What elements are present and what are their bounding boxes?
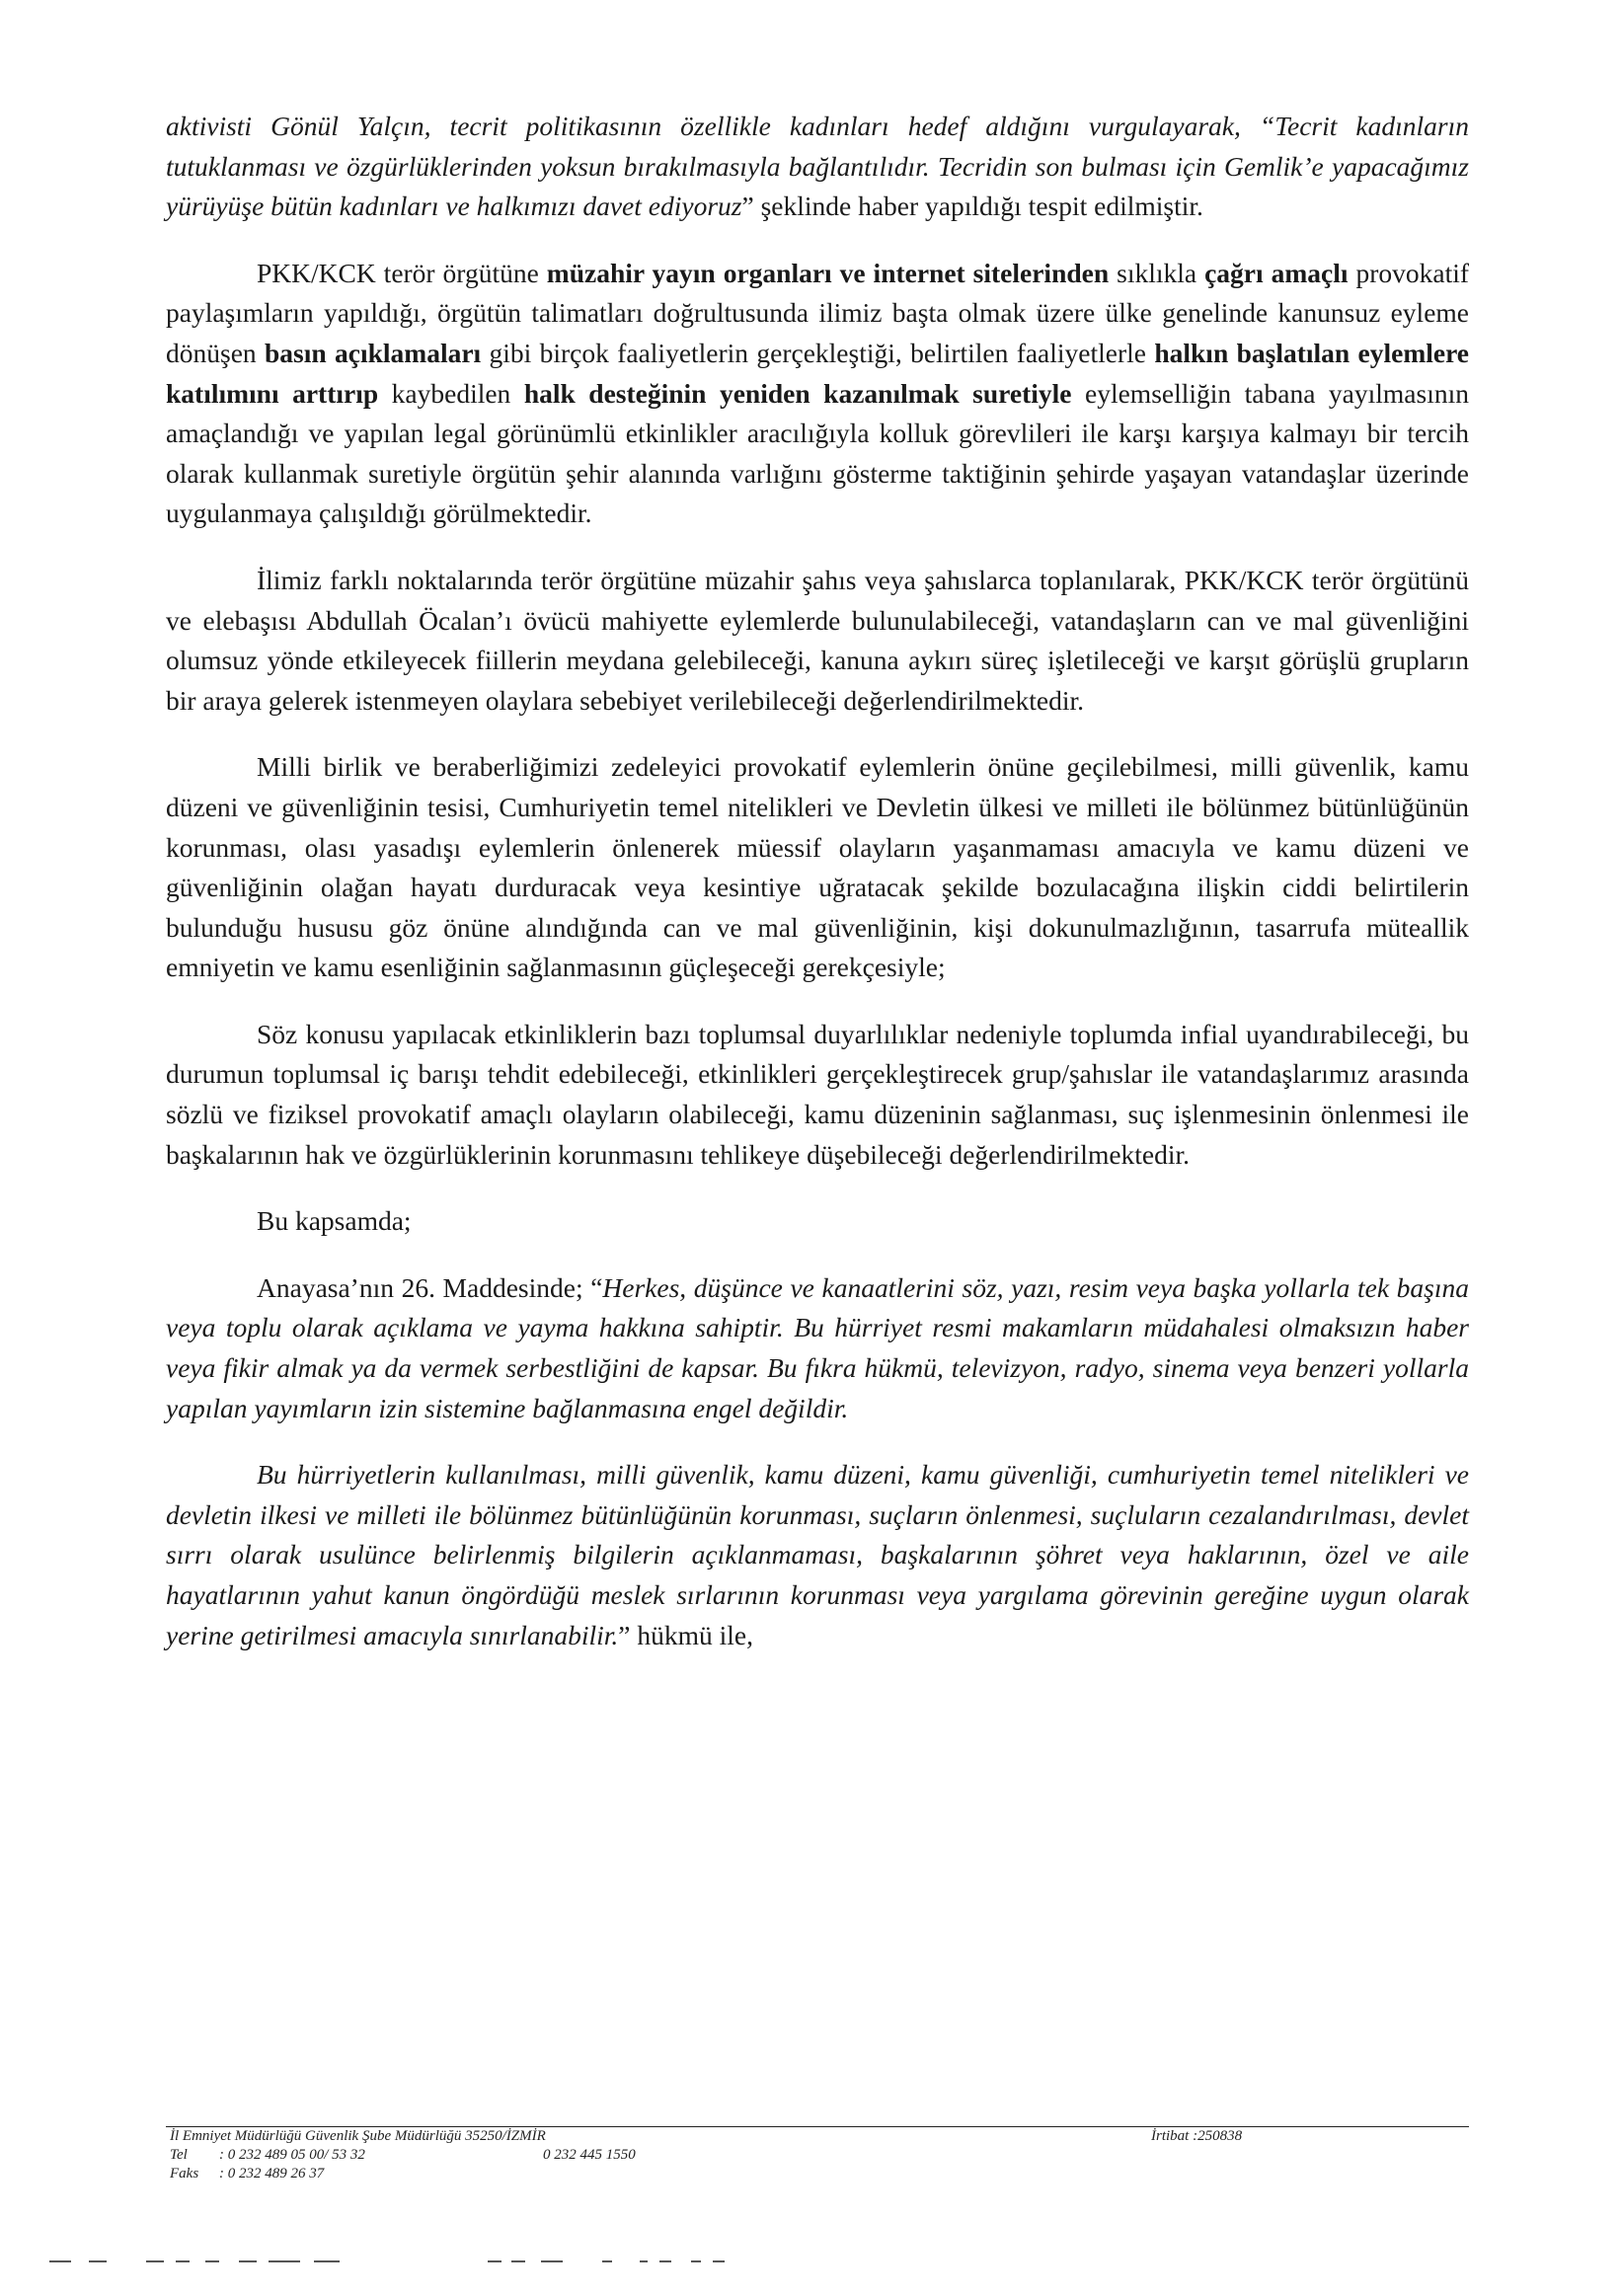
text-run: Anayasa’nın 26. Maddesinde; “ xyxy=(257,1271,603,1303)
footer-fax-row xyxy=(166,2165,1469,2183)
text-run: provokatif paylaşımların yapıldığı, örgütün talimatları doğrultusunda ilimiz başta olmak üzere ülke genelinde kanunsuz eyleme dönüşen xyxy=(166,257,1470,368)
paragraph-constitution-article-26 xyxy=(166,1268,1469,1428)
text-run: Söz konusu yapılacak etkinliklerin bazı toplumsal duyarlılıklar nedeniyle toplumda infial uyandırabileceği, bu durumun toplumsal iç barışı tehdit edebileceği, etkinlikleri gerçekleştirecek grup/şahıslar ile vatandaşlarımız arasında sözlü ve fiziksel provokatif amaçlı olayların olabileceği, kamu düzeninin sağlanması, suç işlenmesinin önlenmesi ile başkalarının hak ve özgürlüklerinin korunmasını tehlikeye düşebileceği değerlendirilmektedir. xyxy=(166,1018,1469,1170)
paragraph-provocative-posts xyxy=(166,254,1469,534)
text-run: aktivisti Gönül Yalçın, tecrit politikasının özellikle kadınları hedef aldığını vurgulayarak, “Tecrit kadınların tutuklanması ve özgürlüklerinden yoksun bırakılmasıyla bağlantılıdır. Tecridin son bulması için Gemlik’e yapacağımız yürüyüşe bütün kadınları ve halkımızı davet ediyoruz xyxy=(166,111,1469,222)
text-run: Bu hürriyetlerin kullanılması, milli güvenlik, kamu düzeni, kamu güvenliği, cumhuriyetin temel nitelikleri ve devletin ilkesi ve milleti ile bölünmez bütünlüğünün korunması, suçların önlenmesi, suçluların cezalandırılması, devlet sırrı olarak usulünce belirlenmiş bilgilerin açıklanmaması, başkalarının şöhret veya haklarının, özel ve aile hayatlarının yahut kanun öngördüğü meslek sırlarının korunması veya yargılama görevinin gereğine uygun olarak yerine getirilmesi amacıyla sınırlanabilir. xyxy=(166,1459,1469,1650)
text-run: halk desteğinin yeniden kazanılmak suretiyle xyxy=(523,377,1072,409)
footer-tel-value: : 0 232 489 05 00/ 53 32 xyxy=(219,2147,365,2163)
text-run: PKK/KCK terör örgütüne xyxy=(257,257,547,288)
text-run: çağrı amaçlı xyxy=(1204,257,1349,288)
paragraph-constitution-limits xyxy=(166,1455,1469,1655)
footer-tel-label: Tel xyxy=(170,2147,188,2163)
footer-office: İl Emniyet Müdürlüğü Güvenlik Şube Müdürlüğü 35250/İZMİR xyxy=(170,2128,546,2144)
paragraph-gatherings xyxy=(166,561,1469,721)
footer-tel-row xyxy=(166,2146,1469,2165)
scan-artifact-dashes xyxy=(49,2258,1570,2264)
letterhead-footer xyxy=(166,2126,1469,2183)
text-run: gibi birçok faaliyetlerin gerçekleştiği, belirtilen faaliyetlerle xyxy=(481,337,1155,368)
footer-fax-label: Faks xyxy=(170,2166,199,2181)
text-run: Herkes, düşünce ve kanaatlerini söz, yazı, resim veya başka yollarla tek başına veya toplu olarak açıklama ve yayma hakkına sahiptir. Bu hürriyet resmi makamların müdahalesi olmaksızın haber veya fikir almak ya da vermek serbestliğini de kapsar. Bu fıkra hükmü, televizyon, radyo, sinema veya benzeri yollarla yapılan yayımların izin sistemine bağlanmasına engel değildir. xyxy=(166,1271,1469,1423)
paragraph-in-this-scope xyxy=(166,1201,1469,1242)
text-run: ” şeklinde haber yapıldığı tespit edilmiştir. xyxy=(741,191,1203,222)
footer-fax-value: : 0 232 489 26 37 xyxy=(219,2166,325,2181)
footer-tel-value-2: 0 232 445 1550 xyxy=(543,2147,636,2163)
footer-office-row xyxy=(166,2127,1469,2146)
text-run: sıklıkla xyxy=(1109,257,1205,288)
text-run: Bu kapsamda; xyxy=(257,1205,412,1237)
paragraph-continuation xyxy=(166,107,1469,227)
text-run: kaybedilen xyxy=(378,377,524,409)
paragraph-social-sensitivities xyxy=(166,1015,1469,1175)
text-run: müzahir yayın organları ve internet sitelerinden xyxy=(546,257,1110,288)
text-run: Milli birlik ve beraberliğimizi zedeleyici provokatif eylemlerin önüne geçilebilmesi, milli güvenlik, kamu düzeni ve güvenliğinin tesisi, Cumhuriyetin temel nitelikleri ve Devletin ülkesi ve milleti ile bölünmez bütünlüğünün korunması, olası yasadışı eylemlerin önlenerek müessif olayların yaşanmaması amacıyla ve kamu düzeni ve güvenliğinin olağan hayatı durduracak veya kesintiye uğratacak şekilde bozulacağına ilişkin ciddi belirtilerin bulunduğu hususu göz önüne alındığında can ve mal güvenliğinin, kişi dokunulmazlığının, tasarrufa müteallik emniyetin ve kamu esenliğinin sağlanmasının güçleşeceği gerekçesiyle; xyxy=(166,751,1469,983)
paragraph-security-grounds xyxy=(166,747,1469,988)
text-run: eylemselliğin tabana yayılmasının amaçlandığı ve yapılan legal görünümlü etkinlikler aracılığıyla kolluk görevlileri ile karşı karşıya kalmayı bir tercih olarak kullanmak suretiyle örgütün şehir alanında varlığını gösterme taktiğinin şehirde yaşayan vatandaşlar üzerinde uygulanmaya çalışıldığı görülmektedir. xyxy=(166,377,1469,529)
text-run: halkın başlatılan eylemlere katılımını arttırıp xyxy=(166,337,1469,409)
text-run: İlimiz farklı noktalarında terör örgütüne müzahir şahıs veya şahıslarca toplanılarak, PKK/KCK terör örgütünü ve elebaşısı Abdullah Öcalan’ı övücü mahiyette eylemlerde bulunulabileceği, vatandaşların can ve mal güvenliğini olumsuz yönde etkileyecek fiillerin meydana gelebileceği, kanuna aykırı süreç işletileceği ve karşıt görüşlü grupların bir araya gelerek istenmeyen olaylara sebebiyet verilebileceği değerlendirilmektedir. xyxy=(166,564,1469,716)
footer-contact-id: İrtibat :250838 xyxy=(1151,2128,1243,2144)
text-run: ” hükmü ile, xyxy=(618,1619,754,1650)
text-run: basın açıklamaları xyxy=(265,337,482,368)
document-body xyxy=(166,107,1469,1655)
